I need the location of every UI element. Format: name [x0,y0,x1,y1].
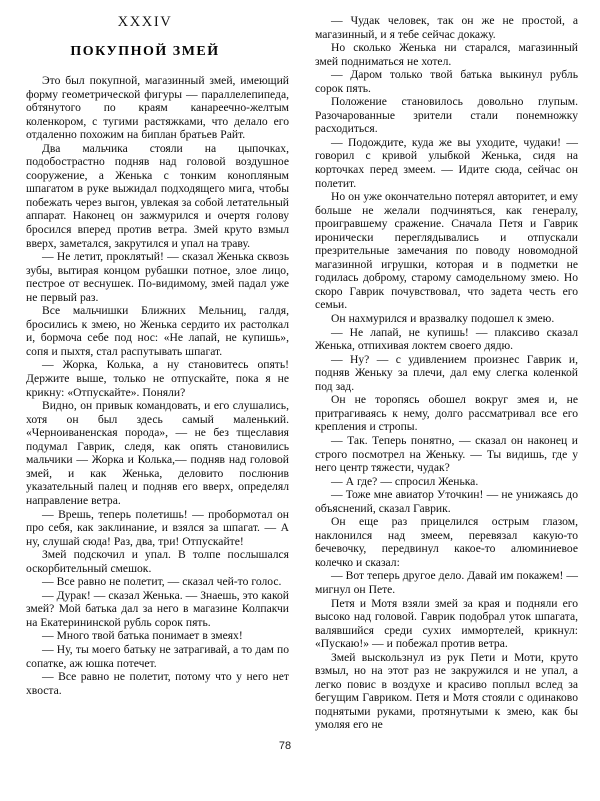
paragraph: Он не торопясь обошел вокруг змея и, не притрагиваясь к нему, долго рассматривал все его крепления и стропы. [315,393,578,434]
paragraph: Змей выскользнул из рук Пети и Моти, круто взмыл, но на этот раз не закружился и не упал, а легко повис в воздухе и красиво поплыл вслед за бегущим Гавриком. Петя и Мотя стояли с одинаково поднятыми руками, протянутыми к змею, как бы умоляя его не [315,650,578,732]
paragraph: — Все равно не полетит, потому что у него нет хвоста. [26,670,289,697]
column-left [26,14,289,759]
paragraph: — Дурак! — сказал Женька. — Знаешь, это какой змей? Мой батька дал за него в магазине Колпакчи на Екатерининской рубль сорок пять. [26,588,289,629]
paragraph: Но он уже окончательно потерял авторитет, и ему больше не желали подчиняться, как генералу, проигравшему сражение. Сначала Петя и Гаврик иронически переглядывались и отпускали презрительные замечания по поводу новомодной магазинной игрушки, которая и в подметки не годилась доброму, старому самодельному змею. Но скоро Гаврик почувствовал, что задета честь его семьи. [315,190,578,312]
paragraph: — Ну? — с удивлением произнес Гаврик и, подняв Женьку за плечи, дал ему слегка коленкой под зад. [315,352,578,393]
chapter-number: XXXIV [117,14,173,30]
paragraph: Два мальчика стояли на цыпочках, подобострастно подняв над головой воздушное сооружение, а Женька с тонким конопляным шпагатом в руке выжидал подходящего мига, чтобы побежать через выгон, увлекая за собой летательный аппарат. Наконец он зажмурился и очертя голову бросился вперед против ветра. Змей круто взмыл вверх, заметался, закрутился и упал на траву. [26,141,289,250]
paragraph: Но сколько Женька ни старался, магазинный змей подниматься не хотел. [315,41,578,68]
chapter-title: ПОКУПНОЙ ЗМЕЙ [70,44,220,59]
paragraph: — Много твой батька понимает в змеях! [42,629,243,643]
paragraph: Он нахмурился и вразвалку подошел к змею. [331,312,555,326]
column-left-body [26,74,289,697]
paragraph: Он еще раз прицелился острым глазом, наклонился над змеем, перевязал какую-то бечевочку, передвинул какое-то алюминиевое колечко и сказал: [315,515,578,569]
page-number: 78 [278,740,292,752]
paragraph: — Врешь, теперь полетишь! — пробормотал он про себя, как заклинание, и взялся за шпагат. — А ну, слушай сюда! Раз, два, три! Отпускайте! [26,507,289,548]
paragraph: Это был покупной, магазинный змей, имеющий форму геометрической фигуры — параллелепипеда, обтянутого по краям канареечно-желтым коленкором, с тугими растяжками, что делало его отдаленно похожим на биплан братьев Райт. [26,74,289,142]
text-columns [26,14,578,759]
paragraph: — Ну, ты моего батьку не затрагивай, а то дам по сопатке, аж юшка потечет. [26,642,289,670]
paragraph: — А где? — спросил Женька. [331,474,479,488]
paragraph: — Даром только твой батька выкинул рубль сорок пять. [315,68,578,95]
paragraph: — Не летит, проклятый! — сказал Женька сквозь зубы, вытирая концом рубашки потное, злое лицо, пестрое от веснушек. По-видимому, змей падал уже не первый раз. [26,250,289,304]
paragraph: — Подождите, куда же вы уходите, чудаки! — говорил с кривой улыбкой Женька, сидя на корточках перед змеем. — Идите сюда, сейчас он полетит. [315,135,578,190]
paragraph: Положение становилось довольно глупым. Разочарованные зрители стали понемножку расходиться. [315,95,578,136]
paragraph: — Все равно не полетит, — сказал чей-то голос. [42,575,282,589]
paragraph: — Чудак человек, так он же не простой, а магазинный, и я тебе сейчас докажу. [315,14,578,41]
paragraph: Петя и Мотя взяли змей за края и подняли его высоко над головой. Гаврик подобрал уток шпагата, валявшийся среди сухих иммортелей, крикнул: «Пускаю!» — и побежал против ветра. [315,596,578,651]
paragraph: — Не лапай, не купишь! — плаксиво сказал Женька, отпихивая локтем своего дядю. [315,325,578,353]
column-right [315,14,578,759]
paragraph: — Так. Теперь понятно, — сказал он наконец и строго посмотрел на Женьку. — Ты видишь, где у него центр тяжести, чудак? [315,433,578,475]
paragraph: Змей подскочил и упал. В толпе послышался оскорбительный смешок. [26,548,289,575]
paragraph: Видно, он привык командовать, и его слушались, хотя он был здесь самый маленький. «Черноиваненская порода», — не без тщеславия подумал Гаврик, следя, как опять становились мальчики — Жорка и Колька,— подняв над головой змей, и как Женька, деловито послюнив указательный палец и подняв его вверх, определял направление ветра. [26,399,289,507]
paragraph: — Тоже мне авиатор Уточкин! — не унижаясь до объяснений, сказал Гаврик. [315,488,578,515]
paragraph: — Вот теперь другое дело. Давай им покажем! — мигнул он Пете. [315,569,578,596]
paragraph: — Жорка, Колька, а ну становитесь опять! Держите выше, только не отпускайте, пока я не крикну: «Отпускайте». Поняли? [26,358,289,399]
paragraph: Все мальчишки Ближних Мельниц, галдя, бросились к змею, но Женька сердито их растолкал и, бормоча себе под нос: «Не лапай, не купишь», сопя и пыхтя, стал распутывать шпагат. [26,304,289,358]
